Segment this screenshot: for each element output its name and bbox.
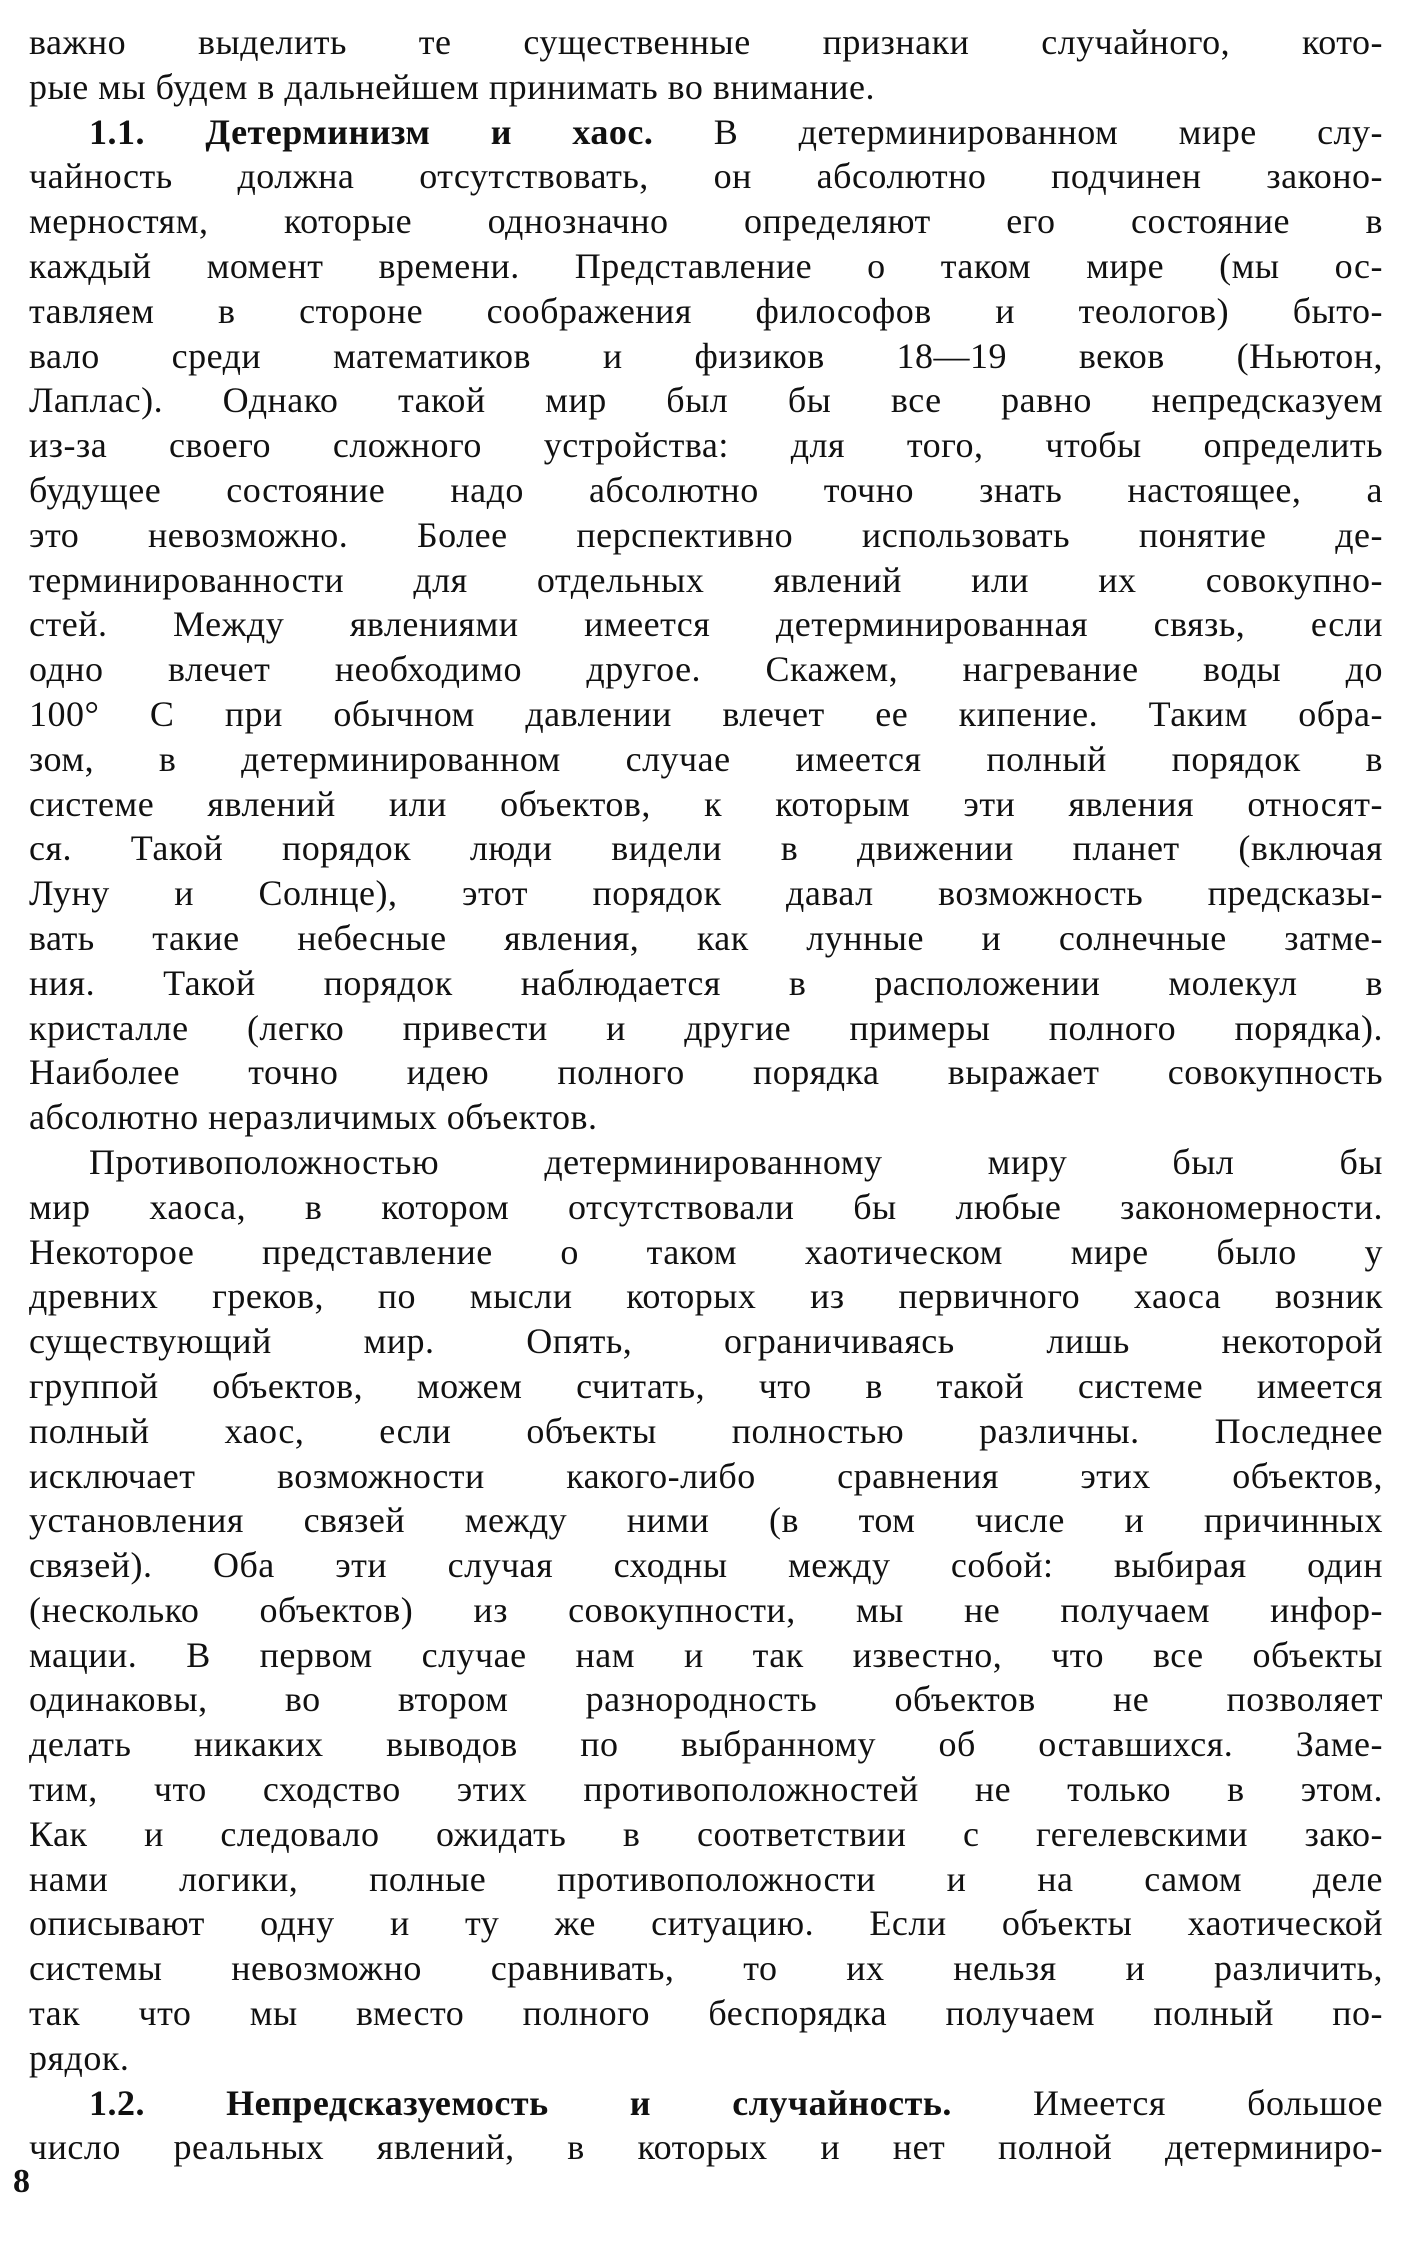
text-line: тавляем в стороне соображения философов и теологов) быто- — [29, 290, 1383, 331]
text-line: тим, что сходство этих противоположностей не только в этом. — [29, 1769, 1383, 1810]
text-line: вало среди математиков и физиков 18—19 веков (Ньютон, — [29, 335, 1383, 376]
text-line: из-за своего сложного устройства: для того, чтобы определить — [29, 425, 1383, 466]
text-line: это невозможно. Более перспективно использовать понятие де- — [29, 514, 1383, 555]
page-body — [29, 20, 1383, 2170]
text-line: описывают одну и ту же ситуацию. Если объекты хаотической — [29, 1903, 1383, 1944]
text-line: важно выделить те существенные признаки случайного, кото- — [29, 22, 1383, 62]
text-line: одинаковы, во втором разнородность объектов не позволяет — [29, 1679, 1383, 1720]
text-line: каждый момент времени. Представление о таком мире (мы ос- — [29, 245, 1383, 286]
text-line: мерностям, которые однозначно определяют его состояние в — [29, 201, 1383, 242]
text-line: рядок. — [29, 2037, 130, 2078]
text-line: полный хаос, если объекты полностью различны. Последнее — [29, 1410, 1383, 1451]
text-line: чайность должна отсутствовать, он абсолютно подчинен законо- — [29, 156, 1383, 197]
text-line: одно влечет необходимо другое. Скажем, нагревание воды до — [29, 649, 1383, 690]
text-line: терминированности для отдельных явлений или их совокупно- — [29, 559, 1383, 600]
text-line: древних греков, по мысли которых из первичного хаоса возник — [29, 1276, 1383, 1317]
text-line: будущее состояние надо абсолютно точно знать настоящее, а — [29, 469, 1383, 510]
text-line: кристалле (легко привести и другие примеры полного порядка). — [29, 1007, 1383, 1048]
heading-tail: Имеется большое — [951, 2082, 1383, 2123]
section-heading-1-1 — [29, 110, 1383, 155]
text-line: так что мы вместо полного беспорядка получаем полный по- — [29, 1993, 1383, 2034]
text-line: группой объектов, можем считать, что в такой системе имеется — [29, 1365, 1383, 1406]
text-line: делать никаких выводов по выбранному об оставшихся. Заме- — [29, 1724, 1383, 1765]
text-line: Лаплас). Однако такой мир был бы все равно непредсказуем — [29, 380, 1383, 421]
text-line: рые мы будем в дальнейшем принимать во внимание. — [29, 66, 875, 107]
text-line: существующий мир. Опять, ограничиваясь лишь некоторой — [29, 1321, 1383, 1362]
text-line: ния. Такой порядок наблюдается в расположении молекул в — [29, 962, 1383, 1003]
heading-tail: В детерминированном мире слу- — [653, 111, 1383, 152]
text-line: связей). Оба эти случая сходны между собой: выбирая один — [29, 1545, 1383, 1586]
heading-title: 1.2. Непредсказуемость и случайность. — [89, 2082, 952, 2123]
text-line: исключает возможности какого-либо сравнения этих объектов, — [29, 1455, 1383, 1496]
text-line: Наиболее точно идею полного порядка выражает совокупность — [29, 1052, 1383, 1093]
text-line: зом, в детерминированном случае имеется полный порядок в — [29, 738, 1383, 779]
text-line: число реальных явлений, в которых и нет полной детерминиро- — [29, 2127, 1383, 2168]
text-line: системы невозможно сравнивать, то их нельзя и различить, — [29, 1948, 1383, 1989]
heading-title: 1.1. Детерминизм и хаос. — [89, 111, 654, 152]
text-line: (несколько объектов) из совокупности, мы не получаем инфор- — [29, 1589, 1383, 1630]
text-line: установления связей между ними (в том числе и причинных — [29, 1500, 1383, 1541]
text-line: системе явлений или объектов, к которым эти явления относят- — [29, 783, 1383, 824]
text-line: Некоторое представление о таком хаотическом мире было у — [29, 1231, 1383, 1272]
text-line: стей. Между явлениями имеется детерминированная связь, если — [29, 604, 1383, 645]
page-number: 8 — [13, 2163, 30, 2200]
text-line: Как и следовало ожидать в соответствии с гегелевскими зако- — [29, 1813, 1383, 1854]
text-line: 100° С при обычном давлении влечет ее кипение. Таким обра- — [29, 693, 1383, 734]
text-line: мир хаоса, в котором отсутствовали бы любые закономерности. — [29, 1186, 1383, 1227]
text-line: абсолютно неразличимых объектов. — [29, 1097, 598, 1138]
text-line: ся. Такой порядок люди видели в движении планет (включая — [29, 828, 1383, 869]
text-line: Противоположностью детерминированному миру был бы — [89, 1141, 1383, 1182]
text-line: Луну и Солнце), этот порядок давал возможность предсказы- — [29, 873, 1383, 914]
section-heading-1-2 — [29, 2081, 1383, 2126]
text-line: вать такие небесные явления, как лунные и солнечные затме- — [29, 917, 1383, 958]
text-line: мации. В первом случае нам и так известно, что все объекты — [29, 1634, 1383, 1675]
text-line: нами логики, полные противоположности и на самом деле — [29, 1858, 1383, 1899]
